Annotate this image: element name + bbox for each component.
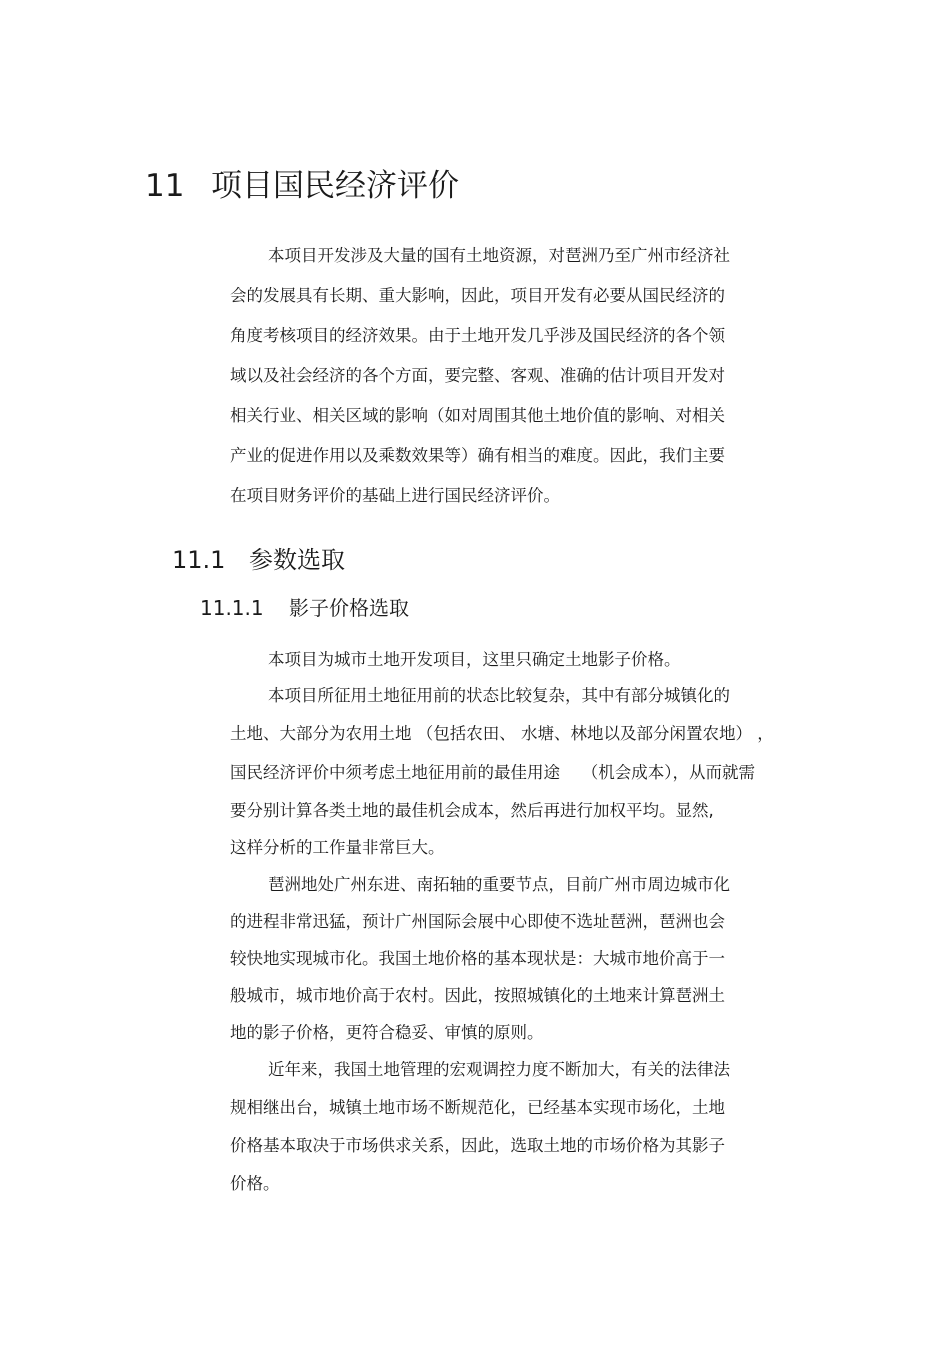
text-line: 角度考核项目的经济效果。由于土地开发几乎涉及国民经济的各个领	[230, 326, 725, 345]
text-line: 本项目开发涉及大量的国有土地资源，对琶洲乃至广州市经济社	[268, 246, 730, 265]
text-line: 的进程非常迅猛，预计广州国际会展中心即使不选址琶洲，琶洲也会	[230, 912, 725, 931]
text-line: 土地、大部分为农用土地 （包括农田、 水塘、林地以及部分闲置农地） ，	[230, 724, 774, 743]
section-title: 参数选取	[249, 546, 345, 574]
section-heading	[172, 542, 345, 578]
text-line: 本项目所征用土地征用前的状态比较复杂，其中有部分城镇化的	[268, 686, 730, 705]
text-line: 相关行业、相关区域的影响（如对周围其他土地价值的影响、对相关	[230, 406, 725, 425]
text-line: 会的发展具有长期、重大影响，因此，项目开发有必要从国民经济的	[230, 286, 725, 305]
text-line: 规相继出台，城镇土地市场不断规范化，已经基本实现市场化，土地	[230, 1098, 725, 1117]
text-line: 般城市，城市地价高于农村。因此，按照城镇化的土地来计算琶洲土	[230, 986, 725, 1005]
chapter-number: 11	[145, 168, 185, 204]
text-line: 本项目为城市土地开发项目，这里只确定土地影子价格。	[268, 650, 681, 669]
text-line: 要分别计算各类土地的最佳机会成本，然后再进行加权平均。显然,	[230, 801, 714, 820]
text-line: 国民经济评价中须考虑土地征用前的最佳用途 （机会成本），从而就需	[230, 763, 755, 782]
text-line: 价格。	[230, 1174, 280, 1193]
subsection-heading	[200, 592, 409, 624]
text-line: 近年来，我国土地管理的宏观调控力度不断加大，有关的法律法	[268, 1060, 730, 1079]
text-line: 这样分析的工作量非常巨大。	[230, 838, 445, 857]
text-line: 价格基本取决于市场供求关系，因此，选取土地的市场价格为其影子	[230, 1136, 725, 1155]
text-line: 较快地实现城市化。我国土地价格的基本现状是：大城市地价高于一	[230, 949, 725, 968]
text-line: 产业的促进作用以及乘数效果等）确有相当的难度。因此，我们主要	[230, 446, 725, 465]
section-number: 11.1	[172, 546, 226, 574]
text-line: 域以及社会经济的各个方面，要完整、客观、准确的估计项目开发对	[230, 366, 725, 385]
text-line: 琶洲地处广州东进、南拓轴的重要节点，目前广州市周边城市化	[268, 875, 730, 894]
chapter-title: 项目国民经济评价	[211, 168, 459, 204]
subsection-number: 11.1.1	[200, 596, 264, 620]
chapter-heading	[145, 164, 459, 208]
subsection-title: 影子价格选取	[289, 596, 409, 620]
text-line: 在项目财务评价的基础上进行国民经济评价。	[230, 486, 560, 505]
text-line: 地的影子价格，更符合稳妥、审慎的原则。	[230, 1023, 544, 1042]
